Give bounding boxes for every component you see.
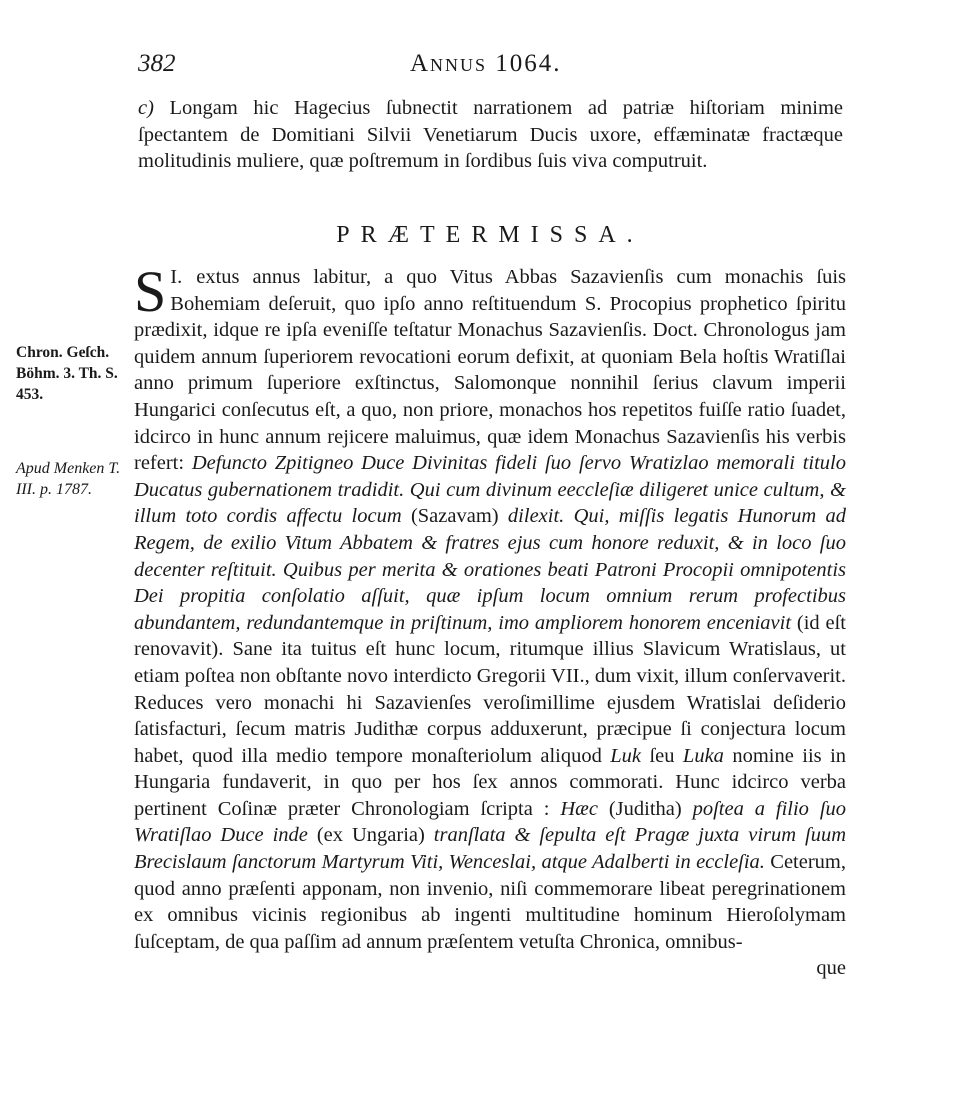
text-segment: (id eſt renovavit). Sane ita tuitus eſt hunc locum, ritumque illius Slavicum Wratislaus, ut etiam poſtea non obſtante novo interdicto Gregorii VII., dum vixit, illum conſervaverit. Reduces vero monachi hi Sazavienſes veroſimillime ejusdem Wratislai deſiderio ſatisfacturi, ſecum matris Judithæ corpus adduxerunt, præcipue ſi conjectura locum habet, quod illa medio tempore monaſteriolum aliquod	[134, 611, 846, 767]
italic-quotation-segment: poſtea a filio ſuo Wratiſlao Duce inde	[134, 797, 847, 847]
running-head: Annus 1064.	[410, 50, 562, 77]
text-segment: (ex Ungaria)	[316, 824, 434, 847]
text-segment: (Sazavam)	[410, 505, 508, 528]
footnote	[138, 95, 843, 175]
text-segment: (Juditha)	[608, 797, 693, 820]
italic-quotation-segment: Defuncto Zpitigneo Duce Divinitas fideli ſuo ſervo Wratizlao memorali titulo Ducatus gubernationem tradidit. Qui cum divinum eeccleſiæ diligeret unice cultum, & illum toto cordis affectu locum	[134, 452, 846, 528]
italic-quotation-segment: Luk	[610, 744, 650, 767]
italic-quotation-segment: tranſlata & ſepulta eſt Pragæ juxta virum ſuum Brecislaum ſanctorum Martyrum Viti, Wenceslai, atque Adalberti in eccleſia.	[134, 824, 846, 874]
italic-quotation-segment: dilexit. Qui, miſſis legatis Hunorum ad Regem, de exilio Vitum Abbatem & fratres ejus cum honore reduxit, & in loco ſuo decenter reſtituit. Quibus per merita & orationes beati Patroni Procopii omnipotentis Dei propitia conſolatio aſſuit, quæ ipſum locum omnium rerum profectibus abundantem, redundantemque in priſtinum, imo ampliorem honorem enceniavit	[134, 505, 847, 634]
text-segment: nomine iis in Hungaria fundaverit, in quo per hos ſex annos commorati. Hunc idcirco verba pertinent Coſinæ præter Chronologiam ſcripta :	[134, 744, 847, 820]
margin-note-menken: Apud Menken T. III. p. 1787.	[16, 460, 121, 498]
paragraph-number: I.	[170, 266, 183, 288]
paragraph-body	[134, 259, 847, 953]
page-header	[0, 48, 960, 88]
section-title: PRÆTERMISSA.	[336, 222, 644, 248]
italic-quotation-segment: Hæc	[560, 797, 609, 820]
margin-note-chronologus: Chron. Geſch. Böhm. 3. Th. S. 453.	[16, 344, 118, 403]
catchword: que	[816, 957, 846, 980]
text-segment: ſeu	[649, 744, 683, 767]
text-segment: Ceterum, quod anno præſenti apponam, non invenio, niſi commemorare libeat peregrinationem ex omnibus vicinis regionibus ab ingenti multitudine hominum Hieroſolymam ſuſceptam, de qua paſſim ad annum præſentem vetuſta Chronica, omnibus-	[134, 851, 846, 953]
footnote-text: Longam hic Hagecius ſubnectit narrationem ad patriæ hiſtoriam minime ſpectantem de Domitiani Silvii Venetiarum Ducis uxore, effæminatæ fractæque molitudinis muliere, quæ poſtremum in ſordibus ſuis viva computruit.	[138, 97, 844, 172]
italic-quotation-segment: Luka	[682, 744, 733, 767]
page-number: 382	[138, 50, 176, 77]
main-text	[134, 259, 847, 982]
text-segment: extus annus labitur, a quo Vitus Abbas Sazavienſis cum monachis ſuis Bohemiam deſeruit, quo ipſo anno reſtituendum S. Procopius prophetico ſpiritu prædixit, idque re ipſa eveniſſe teſtatur Monachus Sazavienſis. Doct. Chronologus jam quidem annum ſuperiorem revocationi eorum defixit, at quoniam Bela hoſtis Wratiſlai anno primum ſuperiore exſtinctus, Salomonque nonnihil ſerius clavum imperii Hungarici conſecutus eſt, a quo, non priore, monachos hos repetitos fuiſſe ratio ſuadet, idcirco in hunc annum rejicere maluimus, quæ idem Monachus Sazavienſis his verbis refert:	[134, 266, 846, 475]
footnote-marker: c)	[138, 97, 154, 119]
drop-cap: S	[134, 259, 167, 324]
